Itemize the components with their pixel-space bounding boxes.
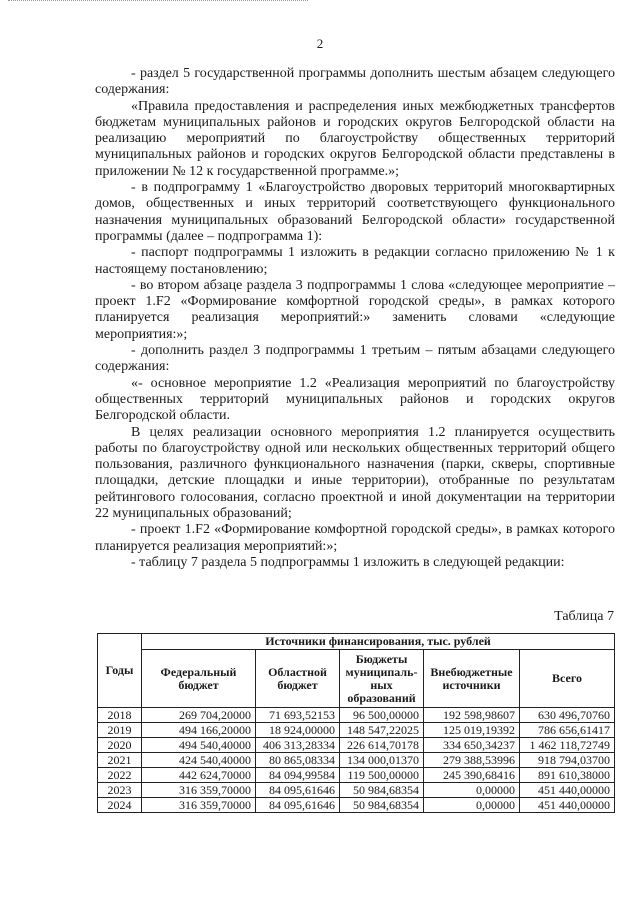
- municipal-cell: 50 984,68354: [340, 798, 424, 813]
- federal-cell: 494 540,40000: [142, 738, 256, 753]
- year-cell: 2019: [98, 723, 142, 738]
- financing-table: [97, 633, 615, 813]
- regional-cell: 80 865,08334: [256, 753, 340, 768]
- paragraph: «Правила предоставления и распределения иных межбюджетных трансфертов бюджетам муниципальных районов и городских округов Белгородской области на реализацию мероприятий по благоустройству общественных территорий муниципальных районов и городских округов Белгородской области представлены в приложении № 12 к государственной программе.»;: [95, 98, 615, 179]
- extrabudget-cell: 0,00000: [424, 783, 520, 798]
- table-row: [98, 738, 615, 753]
- paragraph: - раздел 5 государственной программы дополнить шестым абзацем следующего содержания:: [95, 66, 615, 98]
- total-cell: 1 462 118,72749: [520, 738, 615, 753]
- federal-cell: 316 359,70000: [142, 798, 256, 813]
- total-cell: 451 440,00000: [520, 798, 615, 813]
- paragraph: В целях реализации основного мероприятия 1.2 планируется осуществить работы по благоустройству одной или нескольких общественных территорий общего пользования, различного функционального назначения (парки, скверы, спортивные площадки, детские площадки и иные территории), отобранные по результатам рейтингового голосования, согласно проектной и иной документации на территории 22 муниципальных образований;: [95, 424, 615, 522]
- regional-cell: 406 313,28334: [256, 738, 340, 753]
- municipal-cell: 50 984,68354: [340, 783, 424, 798]
- regional-cell: 18 924,00000: [256, 723, 340, 738]
- paragraph: «- основное мероприятие 1.2 «Реализация мероприятий по благоустройству общественных территорий муниципальных районов и городских округов Белгородской области.: [95, 375, 615, 424]
- federal-cell: 494 166,20000: [142, 723, 256, 738]
- extrabudget-cell: 279 388,53996: [424, 753, 520, 768]
- year-column-header: Годы: [98, 634, 142, 708]
- total-cell: 451 440,00000: [520, 783, 615, 798]
- table-row: [98, 768, 615, 783]
- extrabudget-cell: 192 598,98607: [424, 708, 520, 723]
- paragraph: - в подпрограмму 1 «Благоустройство дворовых территорий многоквартирных домов, общественных и иных территорий соответствующего функционального назначения муниципальных образований Белгородской области» государственной программы (далее – подпрограмма 1):: [95, 180, 615, 244]
- year-cell: 2024: [98, 798, 142, 813]
- extrabudget-cell: 334 650,34237: [424, 738, 520, 753]
- table-row: [98, 783, 615, 798]
- federal-cell: 442 624,70000: [142, 768, 256, 783]
- year-cell: 2021: [98, 753, 142, 768]
- column-header: Всего: [520, 650, 615, 708]
- federal-cell: 269 704,20000: [142, 708, 256, 723]
- regional-cell: 84 095,61646: [256, 783, 340, 798]
- extrabudget-cell: 0,00000: [424, 798, 520, 813]
- total-cell: 891 610,38000: [520, 768, 615, 783]
- total-cell: 630 496,70760: [520, 708, 615, 723]
- year-cell: 2018: [98, 708, 142, 723]
- year-cell: 2020: [98, 738, 142, 753]
- year-cell: 2023: [98, 783, 142, 798]
- total-cell: 786 656,61417: [520, 723, 615, 738]
- paragraph: - во втором абзаце раздела 3 подпрограммы 1 слова «следующее мероприятие – проект 1.F2 «Формирование комфортной городской среды», в рамках которого планируется реализация мероприятий:» заменить словами «следующие мероприятия:»;: [95, 277, 615, 342]
- regional-cell: 84 095,61646: [256, 798, 340, 813]
- table-row: [98, 723, 615, 738]
- page-number: 2: [316, 36, 324, 51]
- extrabudget-cell: 245 390,68416: [424, 768, 520, 783]
- column-header: Бюджеты муниципаль-ных образований: [340, 650, 424, 708]
- year-cell: 2022: [98, 768, 142, 783]
- financing-group-header: Источники финансирования, тыс. рублей: [142, 634, 615, 650]
- table-row: [98, 753, 615, 768]
- municipal-cell: 96 500,00000: [340, 708, 424, 723]
- regional-cell: 84 094,99584: [256, 768, 340, 783]
- municipal-cell: 134 000,01370: [340, 753, 424, 768]
- paragraph: - дополнить раздел 3 подпрограммы 1 третьим – пятым абзацами следующего содержания:: [95, 343, 615, 375]
- column-header: Областной бюджет: [256, 650, 340, 708]
- federal-cell: 424 540,40000: [142, 753, 256, 768]
- paragraph: - таблицу 7 раздела 5 подпрограммы 1 изложить в следующей редакции:: [131, 554, 565, 570]
- table-row: [98, 708, 615, 723]
- document-body: [95, 66, 615, 571]
- regional-cell: 71 693,52153: [256, 708, 340, 723]
- municipal-cell: 148 547,22025: [340, 723, 424, 738]
- paragraph: - паспорт подпрограммы 1 изложить в редакции согласно приложению № 1 к настоящему постановлению;: [95, 245, 615, 277]
- paragraph: - проект 1.F2 «Формирование комфортной городской среды», в рамках которого планируется реализация мероприятий:»;: [95, 522, 615, 554]
- table-row: [98, 798, 615, 813]
- column-header: Федеральный бюджет: [142, 650, 256, 708]
- municipal-cell: 226 614,70178: [340, 738, 424, 753]
- table-caption: Таблица 7: [554, 609, 614, 624]
- extrabudget-cell: 125 019,19392: [424, 723, 520, 738]
- total-cell: 918 794,03700: [520, 753, 615, 768]
- municipal-cell: 119 500,00000: [340, 768, 424, 783]
- top-edge-line: [8, 0, 308, 2]
- column-header: Внебюджетные источники: [424, 650, 520, 708]
- federal-cell: 316 359,70000: [142, 783, 256, 798]
